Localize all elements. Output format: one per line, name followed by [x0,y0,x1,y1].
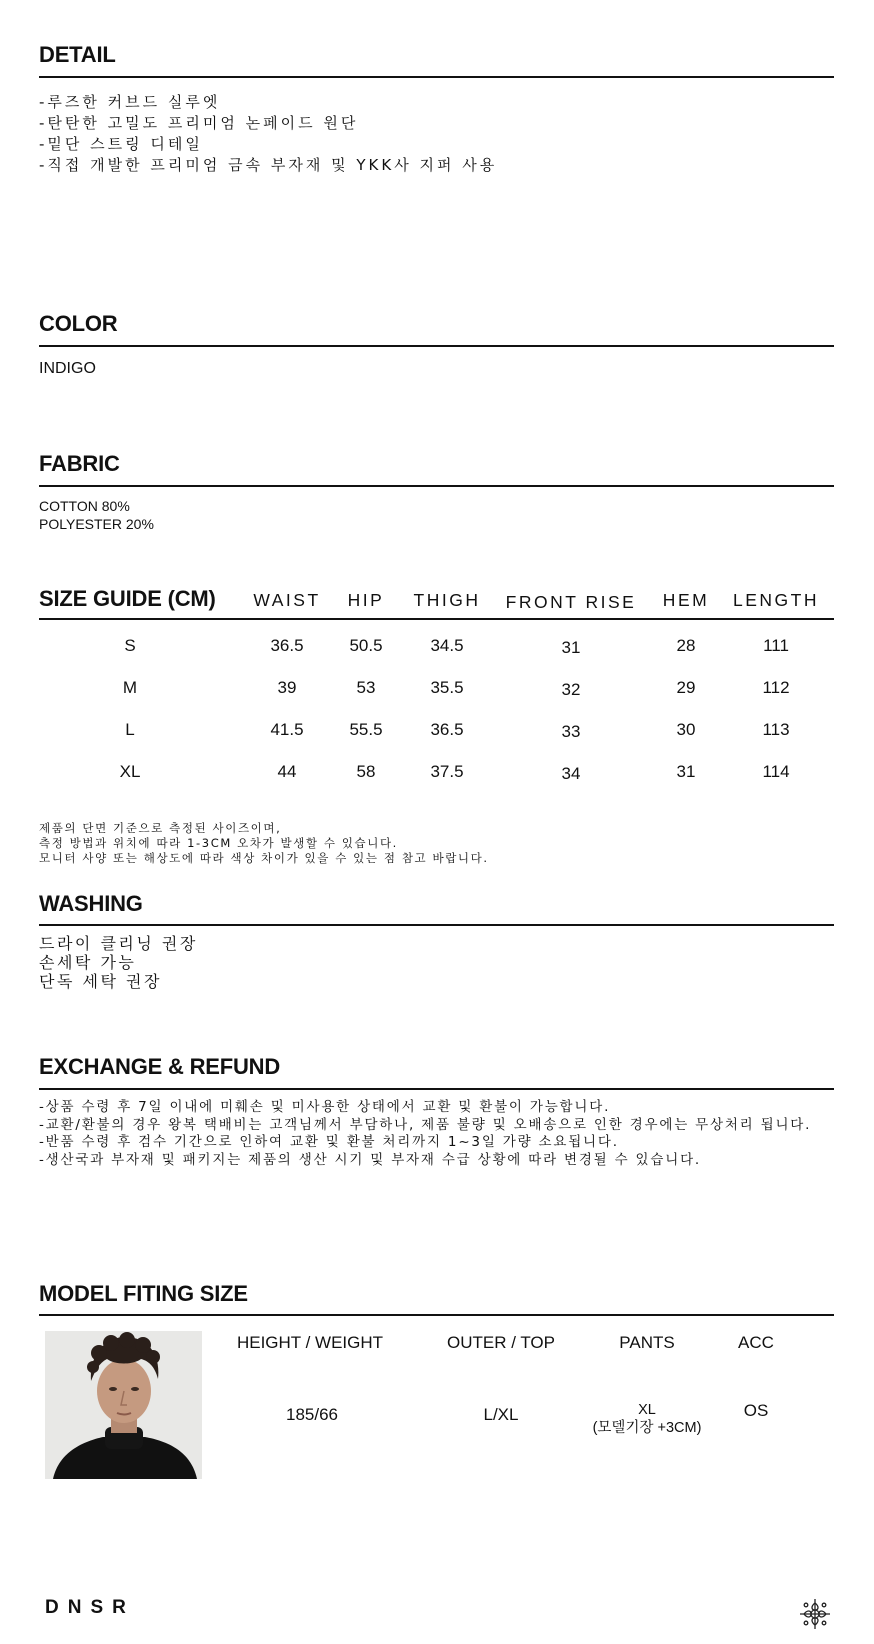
size-label: L [125,720,135,739]
fabric-divider [39,485,834,487]
fabric-line: COTTON 80% [39,498,130,514]
size-cell: 114 [762,762,790,781]
col-header-front-rise: FRONT RISE [505,592,637,612]
model-height-weight: 185/66 [286,1405,338,1424]
size-cell: 53 [356,678,376,697]
size-cell: 113 [762,720,790,739]
model-header-pants: PANTS [619,1333,675,1352]
model-portrait-image [45,1331,202,1479]
detail-list [39,92,497,176]
size-guide-divider [39,618,834,620]
model-divider [39,1314,834,1316]
size-note-line: 제품의 단면 기준으로 측정된 사이즈이며, [39,821,282,835]
col-header-thigh: THIGH [413,590,481,610]
fabric-list [39,497,154,533]
model-header-acc: ACC [738,1333,774,1352]
detail-line: -루즈한 커브드 실루엣 [39,93,221,111]
exchange-title: EXCHANGE & REFUND [39,1054,281,1079]
col-header-hem: HEM [662,590,710,610]
model-photo [45,1331,202,1479]
model-pants [593,1401,702,1437]
color-divider [39,345,834,347]
size-cell: 31 [561,638,581,657]
size-cell: 31 [676,762,696,781]
size-label: XL [119,762,141,781]
size-cell: 58 [356,762,376,781]
exchange-line: -반품 수령 후 검수 기간으로 인하여 교환 및 환불 처리까지 1~3일 가량 소요됩니다. [39,1134,619,1150]
size-cell: 29 [676,678,696,697]
model-header-outer-top: OUTER / TOP [446,1333,556,1352]
size-cell: 33 [561,722,581,741]
model-title: MODEL FITING SIZE [39,1281,248,1306]
col-header-hip: HIP [347,590,385,610]
size-guide-title: SIZE GUIDE (CM) [39,586,216,611]
size-cell: 32 [561,680,581,699]
size-cell: 44 [277,762,297,781]
size-cell: 34 [561,764,581,783]
size-guide-notes [39,821,489,866]
compass-star-icon [798,1597,832,1631]
size-cell: 39 [277,678,297,697]
washing-line: 손세탁 가능 [39,953,137,972]
size-cell: 36.5 [270,636,304,655]
size-label: M [122,678,138,697]
fabric-title: FABRIC [39,451,120,476]
size-cell: 34.5 [430,636,464,655]
size-cell: 30 [676,720,696,739]
size-note-line: 측정 방법과 위치에 따라 1-3CM 오차가 발생할 수 있습니다. [39,836,398,850]
model-pants-size: XL [638,1402,656,1418]
size-cell: 36.5 [430,720,464,739]
washing-list [39,934,198,991]
exchange-line: -상품 수령 후 7일 이내에 미훼손 및 미사용한 상태에서 교환 및 환불이 가능합니다. [39,1099,611,1115]
size-cell: 50.5 [349,636,383,655]
size-note-line: 모니터 사양 또는 해상도에 따라 색상 차이가 있을 수 있는 점 참고 바랍니다. [39,851,489,865]
washing-line: 드라이 클리닝 권장 [39,934,198,953]
color-title: COLOR [39,311,118,336]
size-cell: 41.5 [270,720,304,739]
size-cell: 28 [676,636,696,655]
fabric-line: POLYESTER 20% [39,516,154,532]
col-header-waist: WAIST [253,590,321,610]
size-cell: 112 [762,678,790,697]
size-cell: 55.5 [349,720,383,739]
exchange-line: -생산국과 부자재 및 패키지는 제품의 생산 시기 및 부자재 수급 상황에 따라 변경될 수 있습니다. [39,1151,701,1168]
washing-title: WASHING [39,891,143,916]
detail-divider [39,76,834,78]
exchange-list [39,1099,811,1169]
model-acc: OS [743,1401,769,1420]
washing-divider [39,924,834,926]
model-outer-top: L/XL [483,1405,519,1424]
washing-line: 단독 세탁 권장 [39,972,162,991]
color-value: INDIGO [39,360,96,377]
exchange-divider [39,1088,834,1090]
detail-line: -직접 개발한 프리미엄 금속 부자재 및 YKK사 지퍼 사용 [39,156,498,174]
size-cell: 37.5 [430,762,464,781]
exchange-line: -교환/환불의 경우 왕복 택배비는 고객님께서 부담하나, 제품 불량 및 오배송으로 인한 경우에는 무상처리 됩니다. [39,1116,812,1133]
size-cell: 111 [763,636,789,655]
size-label: S [124,636,136,655]
model-pants-note: (모델기장 +3CM) [592,1420,702,1436]
detail-line: -밑단 스트링 디테일 [39,135,203,153]
size-cell: 35.5 [430,678,464,697]
brand-logo: DNSR [45,1597,135,1618]
detail-line: -탄탄한 고밀도 프리미엄 논페이드 원단 [39,114,359,132]
col-header-length: LENGTH [733,590,819,610]
model-header-height-weight: HEIGHT / WEIGHT [236,1333,384,1352]
detail-title: DETAIL [39,42,116,67]
